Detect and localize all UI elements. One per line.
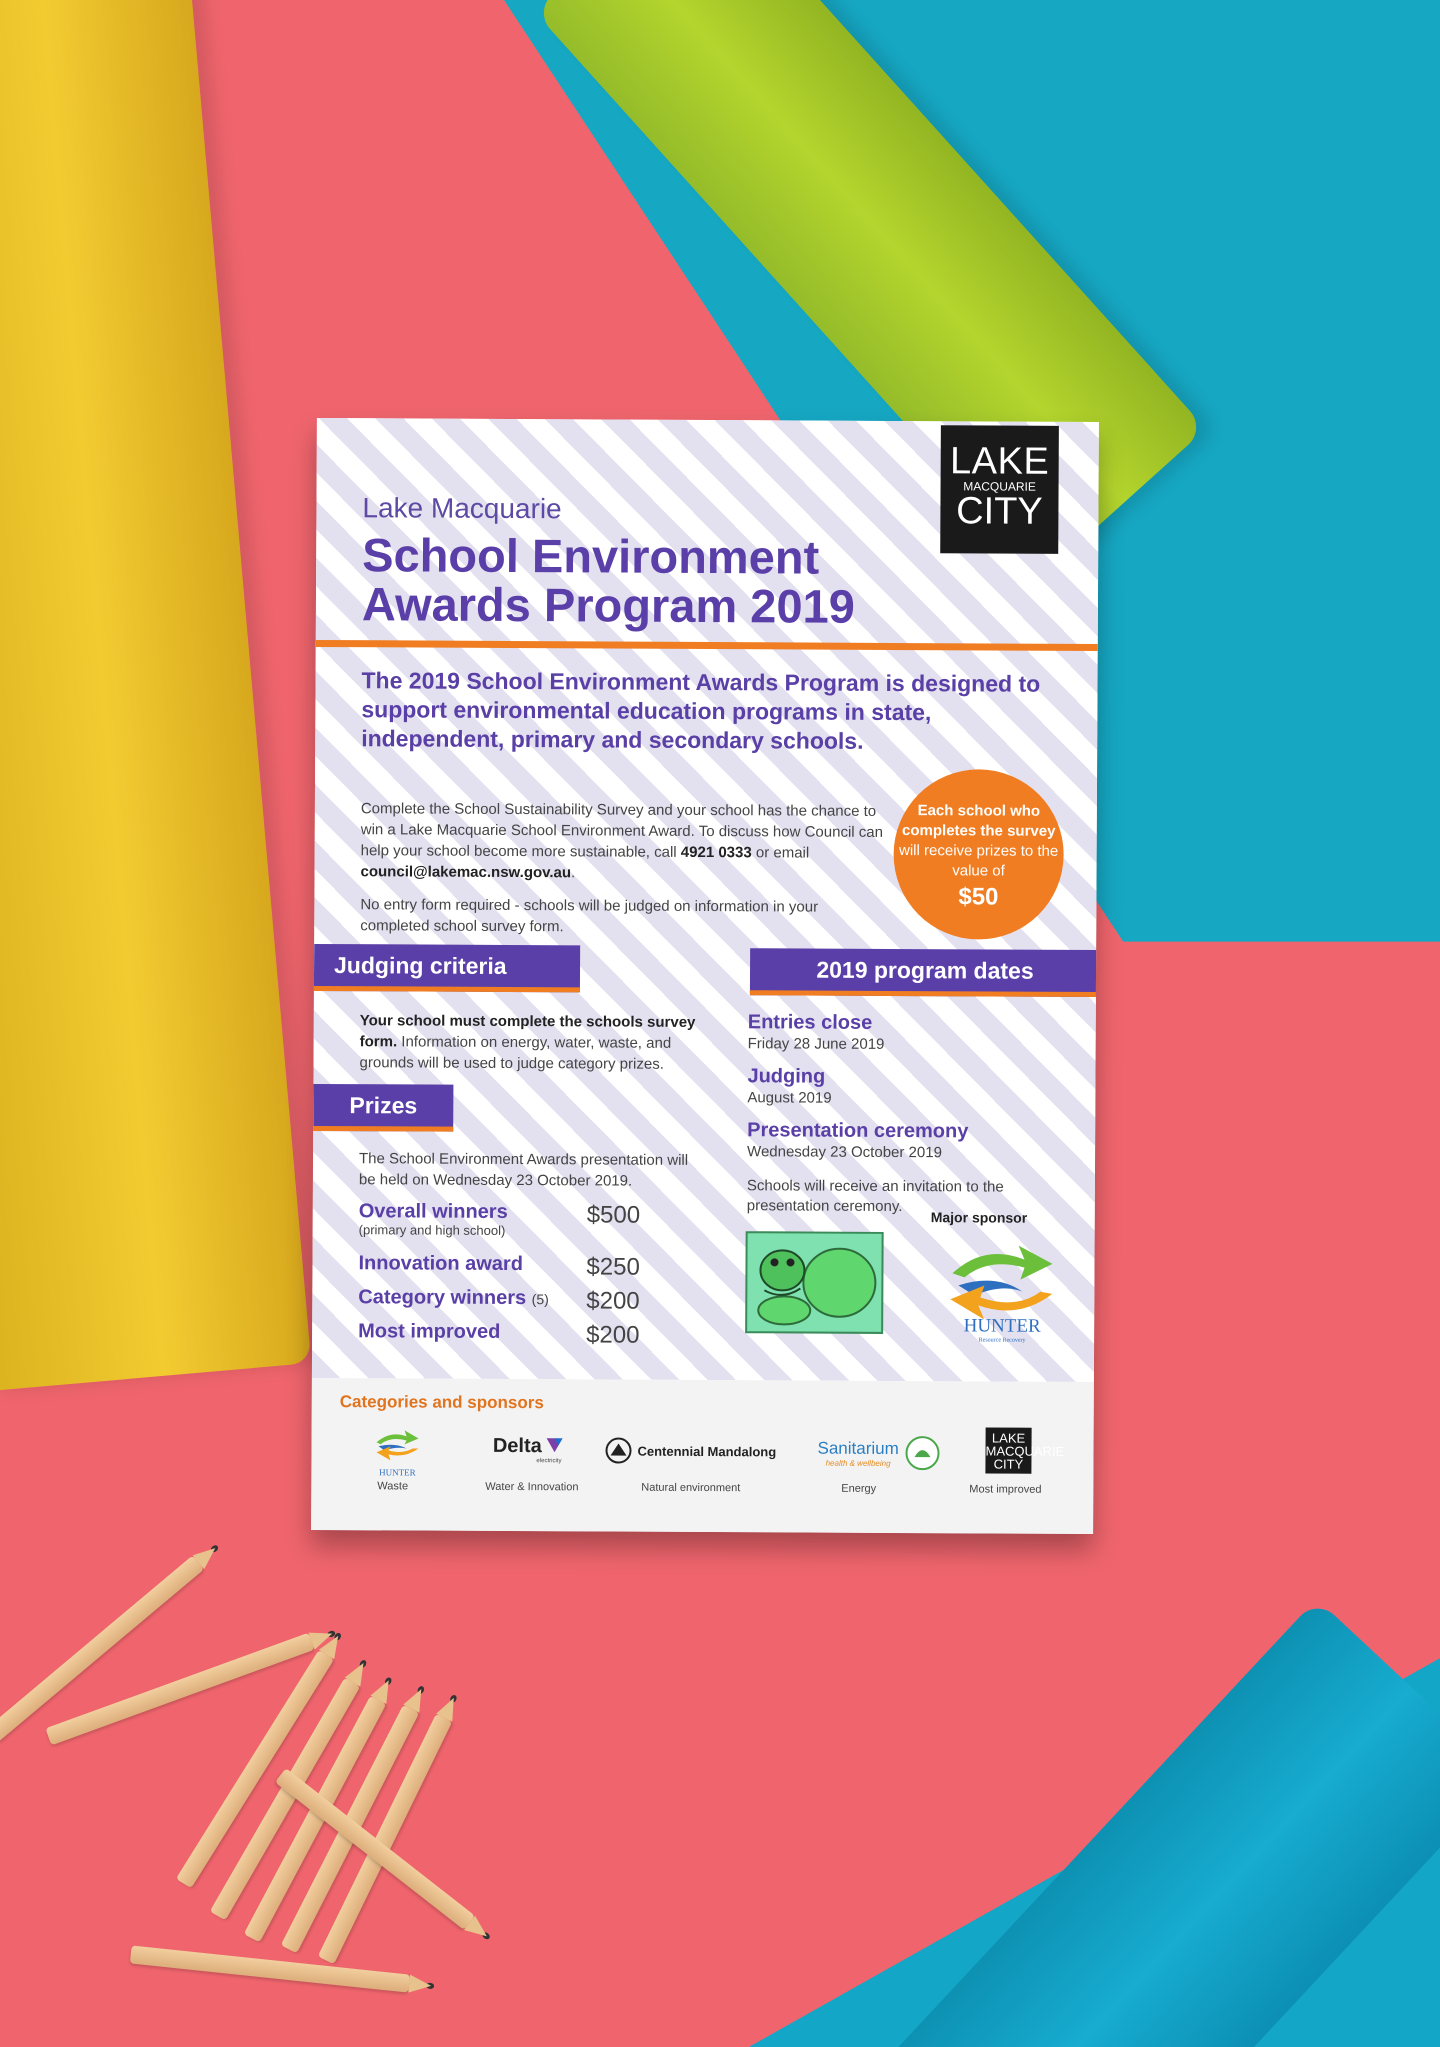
judging-bold: Your school must complete the schools survey form. [359,1012,696,1051]
date-entry [747,1118,1047,1163]
sponsor-delta [487,1435,567,1464]
prize-callout-circle [893,769,1064,940]
prize-amount: $500 [586,1201,641,1229]
callout-line-1: Each school who completes the survey [902,802,1056,840]
yellow-paper-roll [0,0,311,1392]
hunter-resource-recovery-logo [944,1233,1061,1344]
pencil [130,1945,410,1992]
date-label: Presentation ceremony [747,1119,969,1143]
date-value: Wednesday 23 October 2019 [747,1143,942,1162]
prize-row [359,1200,659,1238]
sponsor-caption: Energy [841,1482,877,1495]
sponsor-caption: Water & Innovation [485,1480,579,1494]
major-sponsor-label: Major sponsor [930,1209,1028,1226]
logo-line-1: LAKE [949,440,1050,483]
prize-name: Innovation award [358,1252,524,1276]
sponsor-centennial [605,1437,795,1464]
prize-row [358,1320,658,1349]
prize-sub: (primary and high school) [358,1222,506,1238]
prize-amount: $250 [586,1253,640,1281]
judging-criteria-text [359,1010,709,1075]
prize-sub: (5) [531,1291,549,1308]
logo-line-2: MACQUARIE [963,479,1036,494]
sponsor-caption: Natural environment [641,1481,741,1495]
hunter-logo-text: HUNTER [963,1315,1041,1337]
categories-sponsors-title: Categories and sponsors [339,1392,544,1413]
date-entry [748,1010,1048,1055]
prizes-heading: Prizes [313,1084,453,1132]
prize-row [358,1286,658,1315]
sponsor-sanitarium [817,1435,967,1472]
sponsor-logo-sub: health & wellbeing [825,1458,891,1468]
prize-name: Category winners [358,1286,527,1310]
survey-description [360,798,900,885]
sponsor-caption: Waste [377,1480,409,1493]
phone-number: 4921 0333 [680,843,752,862]
prize-row [358,1252,658,1281]
sponsor-logo-text: LAKE MACQUARIE CITY [985,1430,1065,1472]
lake-macquarie-city-logo [940,425,1059,554]
sponsor-hunter [367,1428,427,1477]
prize-amount: $200 [586,1321,640,1349]
date-entry [747,1064,1047,1109]
logo-line-3: CITY [956,490,1043,533]
invitation-note: Schools will receive an invitation to the presentation ceremony. [746,1177,1004,1216]
orange-divider [316,640,1098,651]
frog-drawing-image [744,1230,885,1335]
prize-amount: $200 [586,1287,640,1315]
org-name: Lake Macquarie [362,492,562,525]
sanitarium-seal-icon [905,1435,941,1471]
date-value: August 2019 [747,1089,832,1107]
no-entry-note: No entry form required - schools will be judged on information in your completed school survey form. [360,896,819,936]
sponsor-caption: Most improved [969,1483,1042,1496]
hunter-logo-sub: Resource Recovery [978,1337,1026,1344]
program-dates-heading: 2019 program dates [750,948,1099,997]
callout-amount: $50 [958,883,999,911]
sponsor-logo-text: Delta [492,1434,542,1458]
survey-text-or-email: or email [751,844,810,862]
date-label: Entries close [747,1011,873,1034]
callout-line-2: will receive prizes to the value of [898,842,1059,880]
prize-name: Most improved [358,1320,501,1343]
hunter-small-logo-icon [372,1428,422,1462]
prizes-intro: The School Environment Awards presentation will be held on Wednesday 23 October 2019. [358,1150,689,1190]
date-label: Judging [747,1065,826,1088]
email-address: council@lakemac.nsw.gov.au [360,863,572,882]
centennial-mountain-icon [605,1437,631,1463]
lake-macquarie-small-logo [985,1427,1065,1473]
sponsor-logo-text: HUNTER [379,1467,416,1478]
sponsor-logo-text: Centennial Mandalong [637,1443,777,1459]
sponsor-logo-text: Sanitarium [817,1438,899,1458]
date-value: Friday 28 June 2019 [747,1035,885,1053]
poster-title: School Environment Awards Program 2019 [361,528,855,633]
sponsor-logo-sub: electricity [536,1458,562,1465]
survey-text-end: . [571,864,576,882]
judging-detail: Information on energy, water, waste, and grounds will be used to judge category prizes. [359,1033,672,1073]
awards-poster [311,418,1099,1534]
judging-criteria-heading: Judging criteria [314,944,580,992]
delta-triangle-icon [546,1438,562,1452]
survey-text: Complete the School Sustainability Survey and your school has the chance to win a Lake Macquarie School Environment Award. To discuss how Council can help your school become more sustainable, call [360,800,884,861]
intro-statement: The 2019 School Environment Awards Program is designed to support environmental education programs in state, independent, primary and secondary schools. [361,667,1041,754]
prize-name: Overall winners [358,1200,508,1223]
sponsor-lake-macquarie [985,1427,1065,1473]
